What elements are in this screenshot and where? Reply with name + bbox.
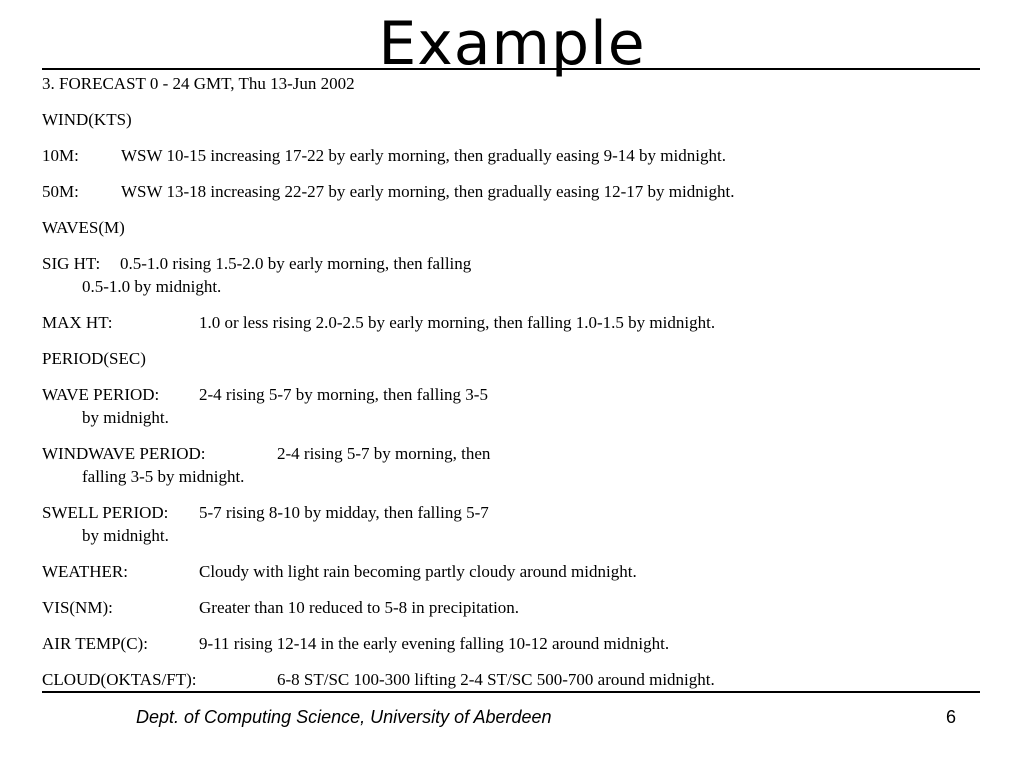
weather-value: Cloudy with light rain becoming partly cloudy around midnight. [199, 562, 637, 581]
max-ht-row [42, 311, 972, 334]
forecast-heading: 3. FORECAST 0 - 24 GMT, Thu 13-Jun 2002 [42, 74, 355, 93]
vis-row [42, 596, 972, 619]
sig-ht-label: SIG HT: [42, 254, 101, 273]
wind-heading: WIND(KTS) [42, 110, 132, 129]
footer-department: Dept. of Computing Science, University of Aberdeen [136, 707, 552, 727]
slide-title: Example [378, 9, 646, 79]
sig-ht-row [42, 252, 972, 275]
wave-period-value: 2-4 rising 5-7 by morning, then falling 3-5 [199, 385, 488, 404]
vis-label: VIS(NM): [42, 598, 113, 617]
wind-10m-value: WSW 10-15 increasing 17-22 by early morning, then gradually easing 9-14 by midnight. [121, 146, 726, 165]
wind-10m-row [42, 144, 972, 167]
wave-period-label: WAVE PERIOD: [42, 385, 160, 404]
swell-period-row [42, 501, 972, 524]
wind-50m-value: WSW 13-18 increasing 22-27 by early morning, then gradually easing 12-17 by midnight. [121, 182, 735, 201]
windwave-period-label: WINDWAVE PERIOD: [42, 444, 206, 463]
swell-period-continuation: by midnight. [82, 526, 169, 545]
air-temp-value: 9-11 rising 12-14 in the early evening falling 10-12 around midnight. [199, 634, 670, 653]
wind-10m-label: 10M: [42, 146, 79, 165]
wave-period-row [42, 383, 972, 406]
swell-period-value: 5-7 rising 8-10 by midday, then falling 5-7 [199, 503, 489, 522]
wind-50m-label: 50M: [42, 182, 79, 201]
max-ht-label: MAX HT: [42, 313, 113, 332]
windwave-period-continuation: falling 3-5 by midnight. [82, 467, 245, 486]
cloud-row [42, 668, 972, 691]
max-ht-value: 1.0 or less rising 2.0-2.5 by early morning, then falling 1.0-1.5 by midnight. [199, 313, 716, 332]
air-temp-label: AIR TEMP(C): [42, 634, 148, 653]
windwave-period-row [42, 442, 972, 465]
page-number: 6 [946, 707, 957, 727]
cloud-label: CLOUD(OKTAS/FT): [42, 670, 197, 689]
period-heading: PERIOD(SEC) [42, 349, 146, 368]
wave-period-continuation: by midnight. [82, 408, 169, 427]
forecast-content [42, 72, 972, 691]
weather-label: WEATHER: [42, 562, 128, 581]
weather-row [42, 560, 972, 583]
air-temp-row [42, 632, 972, 655]
sig-ht-value: 0.5-1.0 rising 1.5-2.0 by early morning, then falling [120, 254, 472, 273]
windwave-period-value: 2-4 rising 5-7 by morning, then [277, 444, 491, 463]
wind-50m-row [42, 180, 972, 203]
bottom-rule [42, 691, 980, 693]
waves-heading: WAVES(M) [42, 218, 125, 237]
cloud-value: 6-8 ST/SC 100-300 lifting 2-4 ST/SC 500-700 around midnight. [277, 670, 715, 689]
swell-period-label: SWELL PERIOD: [42, 503, 169, 522]
vis-value: Greater than 10 reduced to 5-8 in precipitation. [199, 598, 520, 617]
sig-ht-continuation: 0.5-1.0 by midnight. [82, 277, 222, 296]
